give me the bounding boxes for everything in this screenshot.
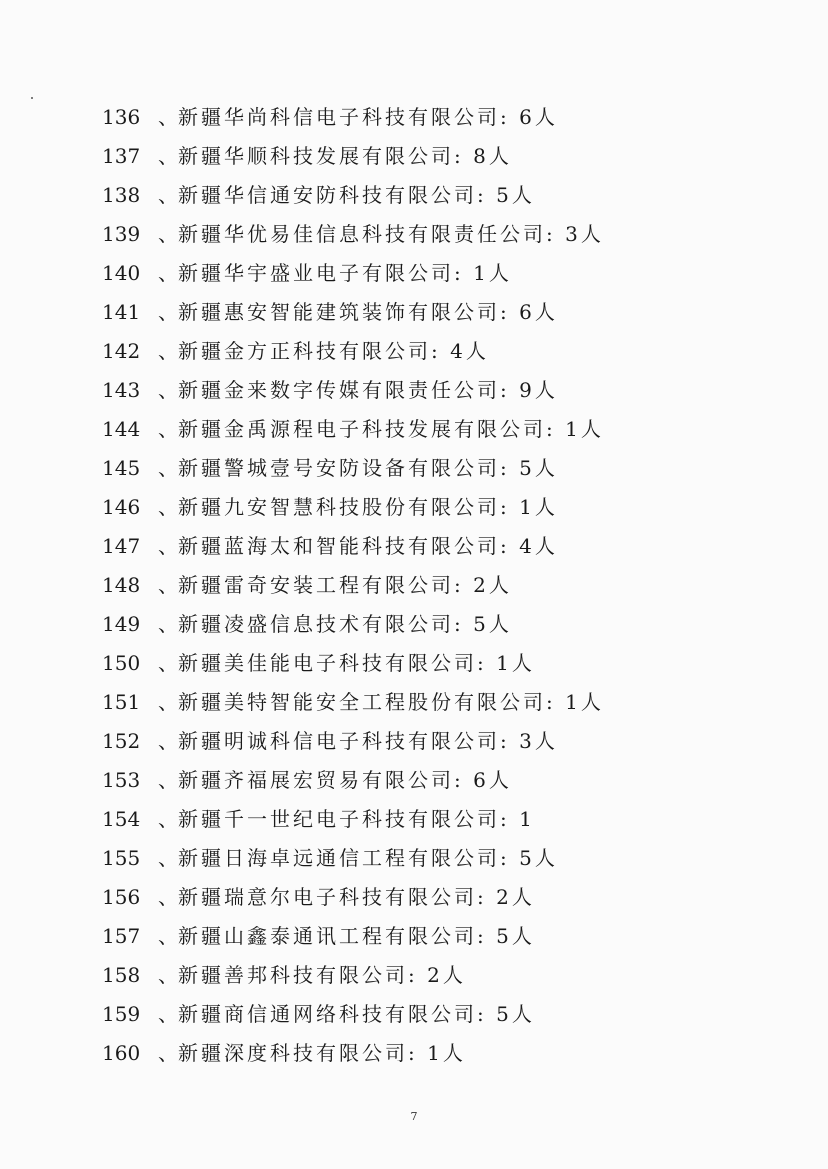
item-text: 新疆雷奇安装工程有限公司: 2人 — [178, 573, 512, 597]
item-separator: 、 — [158, 768, 178, 792]
item-text: 新疆美特智能安全工程股份有限公司: 1人 — [178, 690, 604, 714]
item-number: 156 — [102, 885, 141, 909]
list-item — [102, 839, 802, 878]
item-text: 新疆明诚科信电子科技有限公司: 3人 — [178, 729, 558, 753]
item-separator: 、 — [158, 144, 178, 168]
list-item — [102, 800, 802, 839]
item-separator: 、 — [158, 456, 178, 480]
item-text: 新疆警城壹号安防设备有限公司: 5人 — [178, 456, 558, 480]
item-number: 137 — [102, 144, 141, 168]
item-separator: 、 — [158, 1002, 178, 1026]
item-number: 157 — [102, 924, 141, 948]
item-number: 160 — [102, 1041, 141, 1065]
item-separator: 、 — [158, 573, 178, 597]
item-number: 158 — [102, 963, 141, 987]
item-number: 142 — [102, 339, 141, 363]
item-text: 新疆华信通安防科技有限公司: 5人 — [178, 183, 535, 207]
item-number: 147 — [102, 534, 141, 558]
item-number: 151 — [102, 690, 141, 714]
item-text: 新疆华尚科信电子科技有限公司: 6人 — [178, 105, 558, 129]
list-item — [102, 605, 802, 644]
item-text: 新疆金方正科技有限公司: 4人 — [178, 339, 489, 363]
item-number: 155 — [102, 846, 141, 870]
item-separator: 、 — [158, 261, 178, 285]
list-item — [102, 917, 802, 956]
list-item — [102, 410, 802, 449]
item-number: 146 — [102, 495, 141, 519]
item-number: 152 — [102, 729, 141, 753]
list-item — [102, 176, 802, 215]
list-item — [102, 137, 802, 176]
item-text: 新疆善邦科技有限公司: 2人 — [178, 963, 466, 987]
item-separator: 、 — [158, 729, 178, 753]
scan-speck — [31, 97, 33, 99]
list-item — [102, 683, 802, 722]
item-separator: 、 — [158, 651, 178, 675]
list-item — [102, 566, 802, 605]
list-item — [102, 98, 802, 137]
item-number: 144 — [102, 417, 141, 441]
list-item — [102, 488, 802, 527]
item-separator: 、 — [158, 417, 178, 441]
item-text: 新疆山鑫泰通讯工程有限公司: 5人 — [178, 924, 535, 948]
item-text: 新疆华顺科技发展有限公司: 8人 — [178, 144, 512, 168]
item-text: 新疆千一世纪电子科技有限公司: 1 — [178, 807, 535, 831]
item-separator: 、 — [158, 846, 178, 870]
item-text: 新疆九安智慧科技股份有限公司: 1人 — [178, 495, 558, 519]
item-number: 145 — [102, 456, 141, 480]
item-separator: 、 — [158, 963, 178, 987]
item-text: 新疆凌盛信息技术有限公司: 5人 — [178, 612, 512, 636]
item-number: 138 — [102, 183, 141, 207]
item-separator: 、 — [158, 690, 178, 714]
list-item — [102, 254, 802, 293]
item-number: 140 — [102, 261, 141, 285]
list-item — [102, 761, 802, 800]
list-item — [102, 722, 802, 761]
item-number: 149 — [102, 612, 141, 636]
item-text: 新疆深度科技有限公司: 1人 — [178, 1041, 466, 1065]
list-item — [102, 995, 802, 1034]
item-text: 新疆瑞意尔电子科技有限公司: 2人 — [178, 885, 535, 909]
item-number: 159 — [102, 1002, 141, 1026]
item-text: 新疆商信通网络科技有限公司: 5人 — [178, 1002, 535, 1026]
list-item — [102, 956, 802, 995]
item-separator: 、 — [158, 924, 178, 948]
list-item — [102, 878, 802, 917]
list-item — [102, 332, 802, 371]
item-number: 150 — [102, 651, 141, 675]
item-separator: 、 — [158, 612, 178, 636]
item-separator: 、 — [158, 885, 178, 909]
list-item — [102, 371, 802, 410]
item-number: 136 — [102, 105, 141, 129]
item-separator: 、 — [158, 339, 178, 363]
list-item — [102, 644, 802, 683]
item-text: 新疆惠安智能建筑装饰有限公司: 6人 — [178, 300, 558, 324]
list-item — [102, 1034, 802, 1073]
item-separator: 、 — [158, 222, 178, 246]
item-text: 新疆美佳能电子科技有限公司: 1人 — [178, 651, 535, 675]
item-separator: 、 — [158, 1041, 178, 1065]
item-separator: 、 — [158, 300, 178, 324]
item-number: 148 — [102, 573, 141, 597]
page-number: 7 — [410, 1110, 418, 1123]
item-separator: 、 — [158, 183, 178, 207]
item-number: 139 — [102, 222, 141, 246]
item-number: 143 — [102, 378, 141, 402]
item-number: 141 — [102, 300, 141, 324]
item-separator: 、 — [158, 378, 178, 402]
item-number: 153 — [102, 768, 141, 792]
item-text: 新疆蓝海太和智能科技有限公司: 4人 — [178, 534, 558, 558]
item-text: 新疆金禹源程电子科技发展有限公司: 1人 — [178, 417, 604, 441]
item-text: 新疆华优易佳信息科技有限责任公司: 3人 — [178, 222, 604, 246]
list-item — [102, 293, 802, 332]
item-separator: 、 — [158, 105, 178, 129]
list-item — [102, 449, 802, 488]
item-separator: 、 — [158, 495, 178, 519]
item-text: 新疆日海卓远通信工程有限公司: 5人 — [178, 846, 558, 870]
item-text: 新疆金来数字传媒有限责任公司: 9人 — [178, 378, 558, 402]
item-separator: 、 — [158, 807, 178, 831]
item-text: 新疆齐福展宏贸易有限公司: 6人 — [178, 768, 512, 792]
item-text: 新疆华宇盛业电子有限公司: 1人 — [178, 261, 512, 285]
company-list — [102, 98, 802, 1073]
list-item — [102, 527, 802, 566]
list-item — [102, 215, 802, 254]
item-number: 154 — [102, 807, 141, 831]
item-separator: 、 — [158, 534, 178, 558]
